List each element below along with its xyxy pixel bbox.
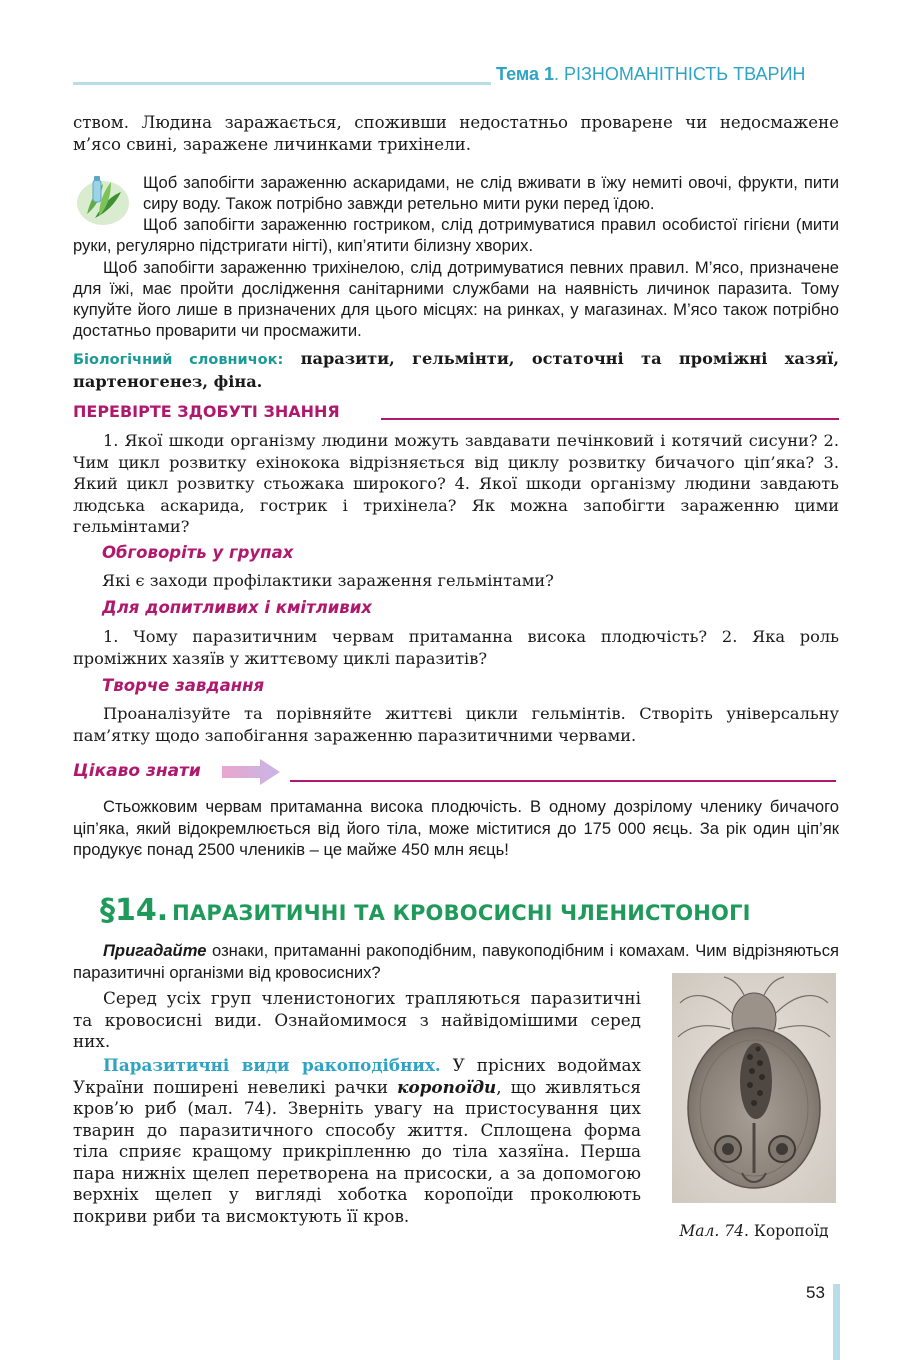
topic-number: Тема 1 (496, 64, 554, 84)
crustaceans-text-a: У прісних водоймах України поширені невеликі рачки (73, 1055, 641, 1097)
interesting-rule (290, 780, 836, 782)
check-questions: 1. Якої шкоди організму людини можуть завдавати печінковий і котячий сисуни? 2. Чим цикл розвитку ехінокока відрізняється від циклу розвитку бичачого ціп’яка? 3. Який цикл розвитку стьожака широкого? 4. Якої шкоди організму людини завдають людська аскарида, гострик і трихінела? Як можна запобігти зараженню цими гельмінтами? (73, 431, 839, 536)
section-name: ПАРАЗИТИЧНІ ТА КРОВОСИСНІ ЧЛЕНИСТОНОГІ (172, 901, 751, 925)
koropoid-illustration (672, 973, 836, 1203)
interesting-text: Стьожковим червам притаманна висока плодючість. В одному дозрілому членику бичачого ціп’яка, який відокремлюється від його тіла, може міститися до 175 000 яєць. За рік один ціп’як продукує понад 2500 члеників – це майже 450 млн яєць! (73, 797, 839, 859)
tip-ascarid: Щоб запобігти зараженню аскаридами, не слід вживати в їжу немиті овочі, фрукти, пити сиру воду. Також потрібно завжди ретельно мити руки перед їдою. (143, 173, 839, 213)
subsection-label: Паразитичні види ракоподібних. (103, 1055, 441, 1075)
groups-heading: Обговоріть у групах (102, 543, 294, 562)
dictionary-terms: паразити, гельмінти, остаточні та проміжні хазяї, партеногенез, фіна. (73, 349, 839, 391)
page-side-bar (833, 1284, 840, 1360)
crustaceans-text-b: , що живляться кров’ю риб (мал. 74). Зверніть увагу на пристосування цих тварин до паразитичного способу життя. Сплощена форма тіла сприяє кращому прикріпленню до тіла хазяїна. Перша пара нижніх щелеп перетворена на присоски, а за допомогою верхніх щелеп у вигляді хоботка коропоїди проколюють покриви риби та висмоктують її кров. (73, 1076, 641, 1226)
running-header (496, 64, 805, 85)
caption-label: Мал. 74 (679, 1222, 744, 1240)
creative-task: Проаналізуйте та порівняйте життєві цикли гельмінтів. Створіть універсальну пам’ятку щодо запобігання зараженню паразитичними червами. (73, 704, 839, 745)
section-intro: Серед усіх груп членистоногих трапляються паразитичні та кровосисні види. Ознайомимося з найвідомішими серед них. (73, 988, 641, 1051)
bio-dictionary (73, 348, 839, 393)
figure-caption (664, 1222, 844, 1240)
dictionary-label: Біологічний словничок: (73, 352, 284, 368)
curious-questions: 1. Чому паразитичним червам притаманна висока плодючість? 2. Яка роль проміжних хазяїв у життєвому циклі паразитів? (73, 627, 839, 668)
tip-trichinella: Щоб запобігти зараженню трихінелою, слід дотримуватися певних правил. М’ясо, призначене для їжі, має пройти дослідження санітарними службами на наявність личинок паразита. Тому купуйте його лише в призначених для цього місцях: на ринках, у магазинах. М’ясо також потрібно достатньо проварити чи просмажити. (73, 258, 839, 340)
section-number: §14. (100, 893, 169, 928)
groups-question: Які є заходи профілактики зараження гельмінтами? (102, 571, 554, 590)
recall-text: ознаки, притаманні ракоподібним, павукоподібним і комахам. Чим відрізняються паразитичні організми від кровосисних? (73, 941, 839, 982)
curious-heading: Для допитливих і кмітливих (102, 598, 372, 617)
topic-title: . РІЗНОМАНІТНІСТЬ ТВАРИН (553, 64, 806, 84)
page-number: 53 (806, 1283, 825, 1302)
arrow-icon (220, 757, 282, 787)
figure-koropoid (672, 973, 836, 1203)
check-rule (381, 418, 839, 420)
tip-pinworm: Щоб запобігти зараженню гостриком, слід дотримуватися правил особистої гігієни (мити руки, регулярно підстригати нігті), кип’ятити білизну хворих. (73, 215, 839, 255)
term-koropoid: коропоїди (397, 1076, 497, 1097)
check-heading: ПЕРЕВІРТЕ ЗДОБУТІ ЗНАННЯ (73, 402, 340, 421)
recall-keyword: Пригадайте (103, 941, 207, 960)
section-crustaceans (73, 1055, 641, 1227)
creative-heading: Творче завдання (102, 676, 265, 695)
header-rule (73, 82, 491, 85)
caption-text: . Коропоїд (743, 1222, 829, 1240)
section-title (100, 893, 751, 928)
interesting-heading: Цікаво знати (73, 761, 201, 781)
intro-paragraph: ством. Людина заражається, споживши недостатньо проварене чи недосмажене м’ясо свині, заражене личинками трихінели. (73, 113, 839, 154)
